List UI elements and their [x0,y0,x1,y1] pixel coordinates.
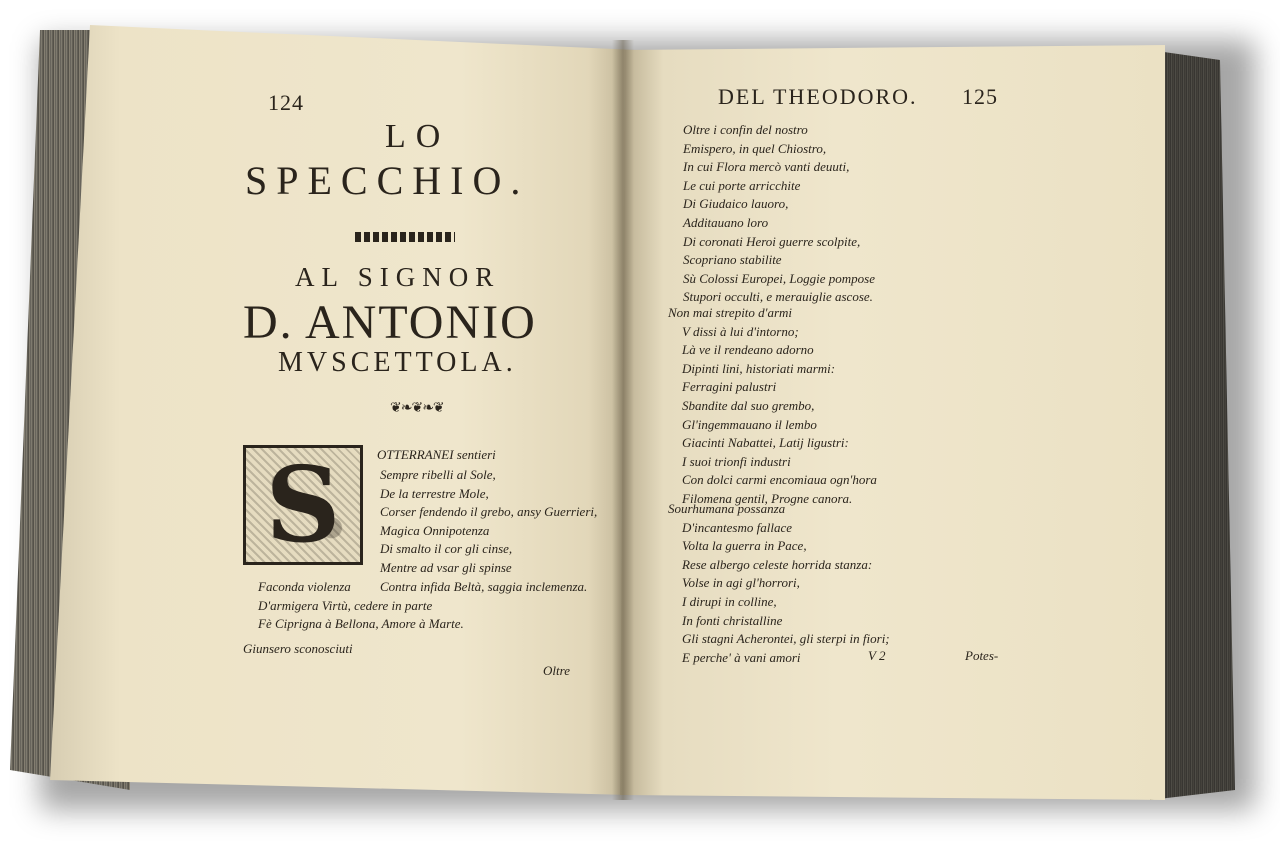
verse-line: Faconda violenza [258,579,351,594]
verse-line: Sù Colossi Europei, Loggie pompose [683,270,875,286]
title-line-2: SPECCHIO. [245,158,530,203]
verse-last-line: Giunsero sconosciuti [243,641,353,656]
left-catchword: Oltre [543,663,570,678]
verse-line: In cui Flora mercò vanti deuuti, [683,159,850,175]
verse-line: Additauano loro [683,214,769,230]
verse-line: Là ve il rendeano adorno [682,342,814,358]
verse-line: Emispero, in quel Chiostro, [683,140,827,156]
verse-line: Non mai strepito d'armi [668,305,793,320]
verse-line: Stupori occulti, e merauiglie ascose. [683,289,873,305]
verse-line: Gli stagni Acherontei, gli sterpi in fiori; [682,631,890,647]
verse-line: Di smalto il cor gli cinse, [380,541,513,557]
verse-block [380,466,597,596]
dedication-heading: AL SIGNOR [295,262,501,292]
right-catchword: Potes- [965,648,999,663]
verse-line: Volse in agi gl'horrori, [682,575,800,591]
verse-line: I suoi trionfi industri [682,453,791,469]
stanza-2 [668,304,877,509]
book-gutter [612,40,634,800]
verse-line: Magica Onnipotenza [380,522,490,538]
verse-line: Gl'ingemmauano il lembo [682,416,817,432]
verse-line: Scopriano stabilite [683,252,782,268]
dedicatee-name-line-1: D. ANTONIO [243,296,537,349]
ornament-icon: ❦❧❦❧❦ [390,400,444,416]
verse-line: Sempre ribelli al Sole, [380,467,496,482]
signature-mark: V 2 [868,648,886,663]
verse-line: Di Giudaico lauoro, [683,196,789,212]
verse-line: Contra infida Beltà, saggia inclemenza. [380,578,588,594]
verse-line: Filomena gentil, Progne canora. [682,490,853,506]
verse-line: Di coronati Heroi guerre scolpite, [683,233,861,249]
verse-tail [258,578,464,634]
dedicatee-name-line-2: MVSCETTOLA. [278,347,517,378]
verse-line: V dissi à lui d'intorno; [682,323,799,339]
verse-line: Mentre ad vsar gli spinse [380,559,512,575]
verse-line: I dirupi in colline, [682,593,777,609]
verse-line: Sourhumana possanza [668,501,786,516]
right-page-number: 125 [962,84,998,109]
verse-line: De la terrestre Mole, [380,485,489,501]
title-line-1: LO [385,118,451,155]
verse-line: Sbandite dal suo grembo, [682,397,815,413]
verse-line: E perche' à vani amori [682,649,801,665]
left-page-number: 124 [268,90,304,115]
decorative-rule [355,232,455,242]
stanza-3 [668,500,890,667]
verse-line: Volta la guerra in Pace, [682,538,807,554]
decorated-initial [243,445,363,565]
verse-first-line: OTTERRANEI sentieri [377,447,496,462]
running-head: DEL THEODORO. [718,84,918,109]
verse-line: D'armigera Virtù, cedere in parte [258,597,433,613]
verse-line: Giacinti Nabattei, Latij ligustri: [682,435,849,451]
verse-line: Con dolci carmi encomiaua ogn'hora [682,472,877,488]
verse-line: Rese albergo celeste horrida stanza: [682,556,873,572]
verse-line: In fonti christalline [682,612,783,628]
verse-line: D'incantesmo fallace [682,519,793,535]
dropcap-letter: S [265,443,341,566]
verse-line: Oltre i confin del nostro [683,122,808,137]
verse-line: Dipinti lini, historiati marmi: [682,360,836,376]
left-page [50,25,635,795]
verse-line: Ferragini palustri [682,379,777,395]
stanza-1 [683,121,875,307]
verse-line: Corser fendendo il grebo, ansy Guerrieri, [380,504,598,520]
verse-line: Le cui porte arricchite [683,177,801,193]
verse-line: Fè Ciprigna à Bellona, Amore à Marte. [258,616,464,632]
